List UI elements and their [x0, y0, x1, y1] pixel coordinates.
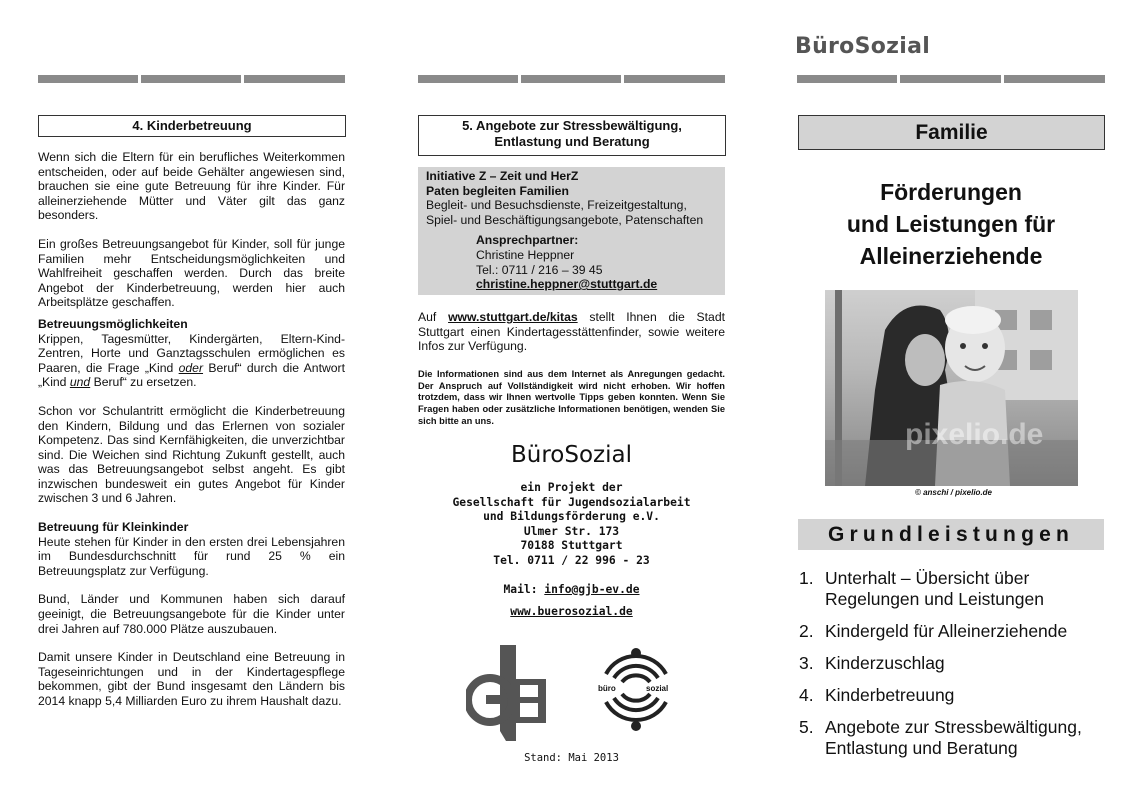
- list-item-stressbewaeltigung: 5. Angebote zur Stressbewältigung, Entlastung und Beratung: [799, 717, 1082, 758]
- column-kinderbetreuung: [38, 150, 345, 723]
- contact-name: Christine Heppner: [476, 247, 575, 262]
- project-address: [418, 481, 725, 620]
- gjb-logo: [466, 645, 548, 741]
- top-bar-left: [38, 75, 345, 83]
- disclaimer-text: Die Informationen sind aus dem Internet als Anregungen gedacht. Der Anspruch auf Vollständigkeit wird nicht erhoben. Wir hoffen trotzdem, dass wir Ihnen wertvolle Tipps geben konnten. Wenn Sie Fragen haben oder zusätzliche Informationen benötigen, wenden Sie sich bitte an uns.: [418, 369, 725, 426]
- leistungen-list: [799, 568, 1109, 759]
- mail-line: Mail: info@gjb-ev.de: [503, 582, 640, 596]
- logo-word-buero: büro: [598, 684, 616, 693]
- contact-block: [476, 233, 725, 291]
- project-line-4: Ulmer Str. 173: [523, 524, 620, 538]
- list-item-kinderbetreuung: 4. Kinderbetreuung: [799, 685, 955, 705]
- paragraph-kleinkinder: Heute stehen für Kinder in den ersten drei Lebensjahren im Bundesdurchschnitt für rund 25 % ein Betreuungsplatz zur Verfügung.: [38, 534, 345, 578]
- paragraph-kita-finder: Auf www.stuttgart.de/kitas stellt Ihnen die Stadt Stuttgart einen Kindertagesstättenfinder, sowie weitere Infos zur Verfügung.: [418, 310, 725, 354]
- initiative-box: [418, 167, 725, 295]
- stand-date: Stand: Mai 2013: [524, 752, 619, 764]
- project-line-3: und Bildungsförderung e.V.: [483, 510, 660, 524]
- top-bar-right: [797, 75, 1105, 83]
- grundleistungen-header: Grundleistungen: [798, 519, 1104, 550]
- brand-title: BüroSozial: [795, 34, 931, 59]
- project-line-1: ein Projekt der: [520, 481, 623, 494]
- mail-link[interactable]: info@gjb-ev.de: [544, 582, 640, 596]
- paragraph-moeglichkeiten: Krippen, Tagesmütter, Kindergärten, Eltern-Kind-Zentren, Horte und Ganztagsschulen ermöglichen es Paaren, die Frage „Kind oder Beruf“ durch die Antwort „Kind und Beruf“ zu ersetzen.: [38, 331, 345, 390]
- project-line-2: Gesellschaft für Jugendsozialarbeit: [452, 495, 691, 509]
- project-line-6: Tel. 0711 / 22 996 - 23: [493, 553, 650, 567]
- buerosozial-logo: [592, 640, 680, 740]
- list-item-unterhalt: 1. Unterhalt – Übersicht über Regelungen und Leistungen: [799, 568, 1044, 609]
- paragraph-ausbau: Bund, Länder und Kommunen haben sich darauf geeinigt, die Betreuungsangebote für die Kinder unter drei Jahren auf 780.000 Plätze auszubauen.: [38, 592, 345, 636]
- contact-label: Ansprechpartner:: [476, 233, 579, 248]
- heading-kleinkinder: Betreuung für Kleinkinder: [38, 520, 189, 535]
- list-item-kinderzuschlag: 3. Kinderzuschlag: [799, 653, 945, 673]
- paragraph-schulantritt: Schon vor Schulantritt ermöglicht die Kinderbetreuung den Kindern, Bildung und das Erlernen von sozialer Kompetenz. Das sind Kernfähigkeiten, die unverzichtbar sind. Die Weichen sind Richtung Zukunft gestellt, auch was das Betreuungsangebot selbst angeht. Es gibt inzwischen bundesweit ein gutes Angebot für Kinder zwischen 3 und 6 Jahren.: [38, 403, 345, 506]
- initiative-title: Initiative Z – Zeit und HerZ: [426, 169, 579, 183]
- heading-betreuungsmoeglichkeiten: Betreuungsmöglichkeiten: [38, 316, 188, 331]
- list-item-kindergeld: 2. Kindergeld für Alleinerziehende: [799, 621, 1068, 641]
- web-link[interactable]: www.buerosozial.de: [510, 605, 633, 619]
- initiative-subtitle: Paten begleiten Familien: [426, 183, 569, 198]
- paragraph-intro: Wenn sich die Eltern für ein berufliches Weiterkommen entscheiden, oder auf beide Gehälter angewiesen sind, brauchen sie eine gute Betreuung für ihre Kinder. Für alleinerziehende Mütter und Väter gilt das ganz besonders.: [38, 150, 345, 223]
- family-photo: [825, 290, 1078, 486]
- contact-email-link[interactable]: christine.heppner@stuttgart.de: [476, 277, 658, 292]
- familie-header: Familie: [798, 115, 1105, 150]
- top-bar-middle: [418, 75, 725, 83]
- contact-phone: Tel.: 0711 / 216 – 39 45: [476, 262, 603, 277]
- brand-buerosozial-middle: BüroSozial: [511, 442, 632, 468]
- photo-credit: © anschi / pixelio.de: [914, 488, 992, 497]
- initiative-description: Begleit- und Besuchsdienste, Freizeitgestaltung, Spiel- und Beschäftigungsangebote, Patenschaften: [426, 198, 704, 227]
- photo-watermark: pixelio.de: [905, 418, 1044, 451]
- paragraph-finanzierung: Damit unsere Kinder in Deutschland eine Betreuung in Tageseinrichtungen und in der Kindertagespflege bekommen, gibt der Bund insgesamt den Ländern bis 2014 knapp 5,4 Milliarden Euro zu ihrem Haushalt dazu.: [38, 650, 345, 708]
- paragraph-angebot: Ein großes Betreuungsangebot für Kinder, soll für junge Familien mehr Entscheidungsmöglichkeiten und Wahlfreiheit geschaffen werden. Durch das breite Angebot der Kinderbetreuung, werden hier auch Arbeitsplätze geschaffen.: [38, 236, 345, 310]
- main-title: Förderungen und Leistungen für Alleinerziehende: [846, 179, 1056, 269]
- project-line-5: 70188 Stuttgart: [520, 539, 623, 553]
- section-header-kinderbetreuung: 4. Kinderbetreuung: [38, 115, 346, 137]
- logo-word-sozial: sozial: [646, 684, 669, 693]
- section-header-stressbewaeltigung: 5. Angebote zur Stressbewältigung, Entlastung und Beratung: [418, 115, 726, 156]
- kita-link[interactable]: www.stuttgart.de/kitas: [448, 310, 578, 324]
